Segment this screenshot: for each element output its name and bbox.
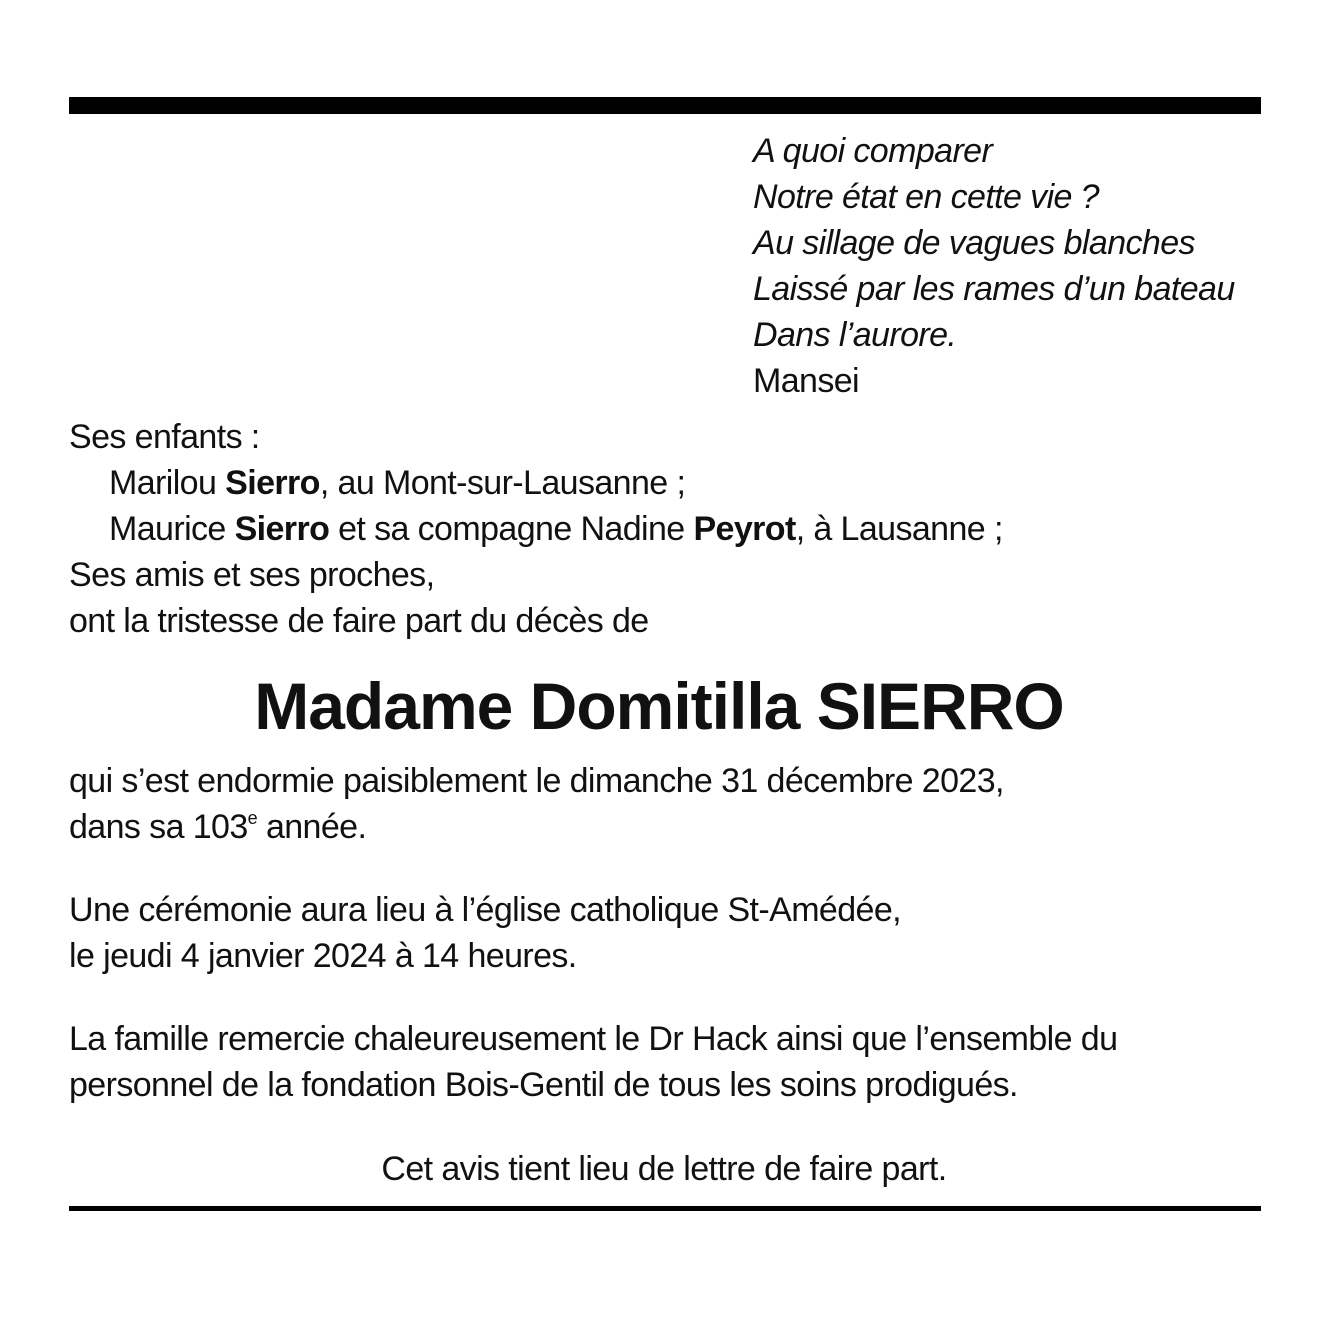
poem-author: Mansei: [753, 362, 860, 400]
bottom-rule: [69, 1206, 1261, 1211]
poem-line: Notre état en cette vie ?: [753, 178, 1099, 216]
friends-line: Ses amis et ses proches,: [69, 556, 435, 594]
ceremony-details: [69, 887, 901, 979]
poem-line: Au sillage de vagues blanches: [753, 224, 1195, 262]
surname: Sierro: [225, 464, 320, 502]
announce-line: ont la tristesse de faire part du décès de: [69, 602, 649, 640]
surname: Sierro: [234, 510, 330, 548]
poem-line: A quoi comparer: [753, 132, 993, 170]
deceased-name: Madame Domitilla SIERRO: [254, 669, 1064, 743]
thanks-line: personnel de la fondation Bois-Gentil de tous les soins prodigués.: [69, 1066, 1018, 1104]
poem-line: Dans l’aurore.: [753, 316, 957, 354]
family-block: [69, 414, 1003, 644]
poem: [753, 128, 1235, 404]
ceremony-line: le jeudi 4 janvier 2024 à 14 heures.: [69, 937, 577, 975]
children-heading: Ses enfants :: [69, 418, 260, 456]
ceremony-line: Une cérémonie aura lieu à l’église catholique St-Amédée,: [69, 891, 902, 929]
thanks-paragraph: [69, 1016, 1117, 1108]
death-details: [69, 758, 1004, 850]
top-rule: [69, 97, 1261, 114]
child-entry: Maurice Sierro et sa compagne Nadine Peyrot, à Lausanne ;: [109, 510, 1003, 548]
age-line: dans sa 103e année.: [69, 808, 367, 846]
poem-line: Laissé par les rames d’un bateau: [753, 270, 1235, 308]
child-entry: Marilou Sierro, au Mont-sur-Lausanne ;: [109, 464, 686, 502]
partner-surname: Peyrot: [693, 510, 796, 548]
closing-line: Cet avis tient lieu de lettre de faire part.: [381, 1150, 947, 1188]
thanks-line: La famille remercie chaleureusement le Dr Hack ainsi que l’ensemble du: [69, 1020, 1118, 1058]
death-line: qui s’est endormie paisiblement le dimanche 31 décembre 2023,: [69, 762, 1004, 800]
